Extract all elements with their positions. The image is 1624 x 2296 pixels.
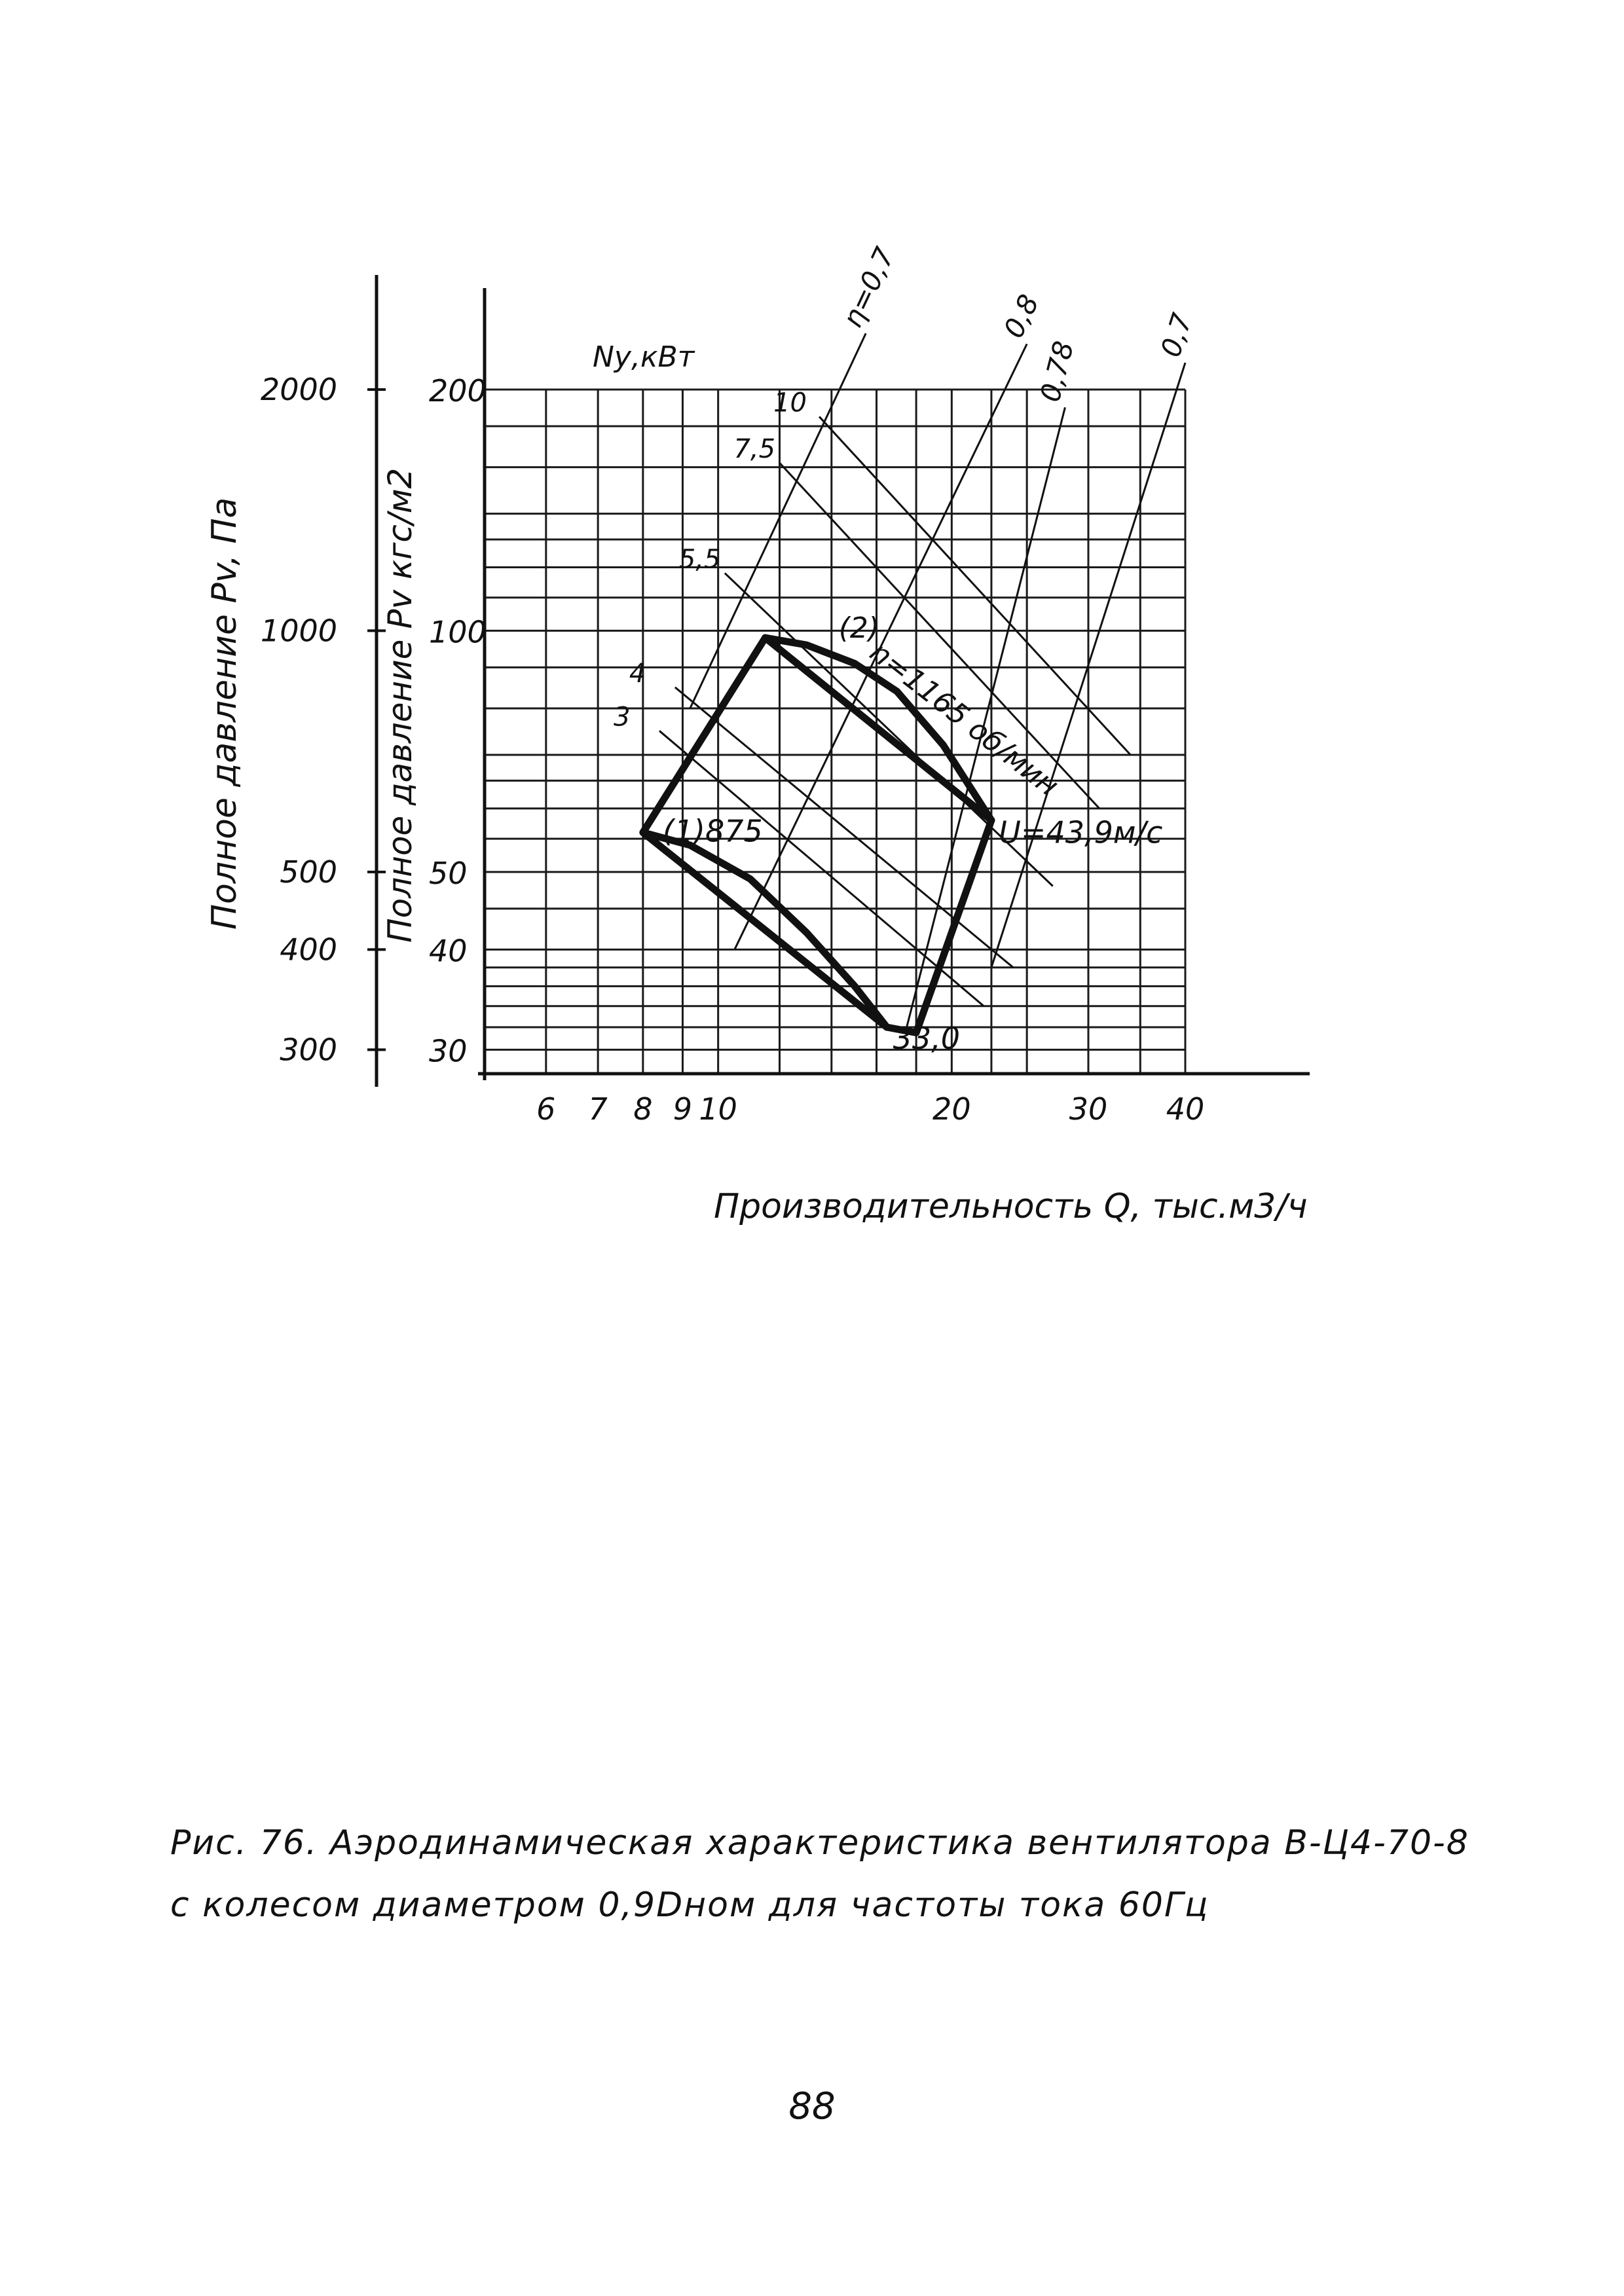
x-tick-label: 30: [1069, 1091, 1108, 1127]
y-tick-label-kgf: 50: [429, 855, 468, 891]
efficiency-line-label: 0,8: [997, 289, 1046, 343]
x-tick-label: 7: [588, 1091, 608, 1127]
y-tick-label-kgf: 30: [429, 1033, 468, 1069]
y-tick-label-pa: 300: [280, 1032, 337, 1068]
y-tick-label-kgf: 200: [429, 373, 487, 409]
speed-curve-label-2: (2): [838, 611, 880, 646]
x-tick-label: 20: [932, 1091, 971, 1127]
y-tick-label-pa: 1000: [260, 613, 337, 649]
power-line-label: 3: [613, 702, 631, 733]
x-tick-label: 6: [536, 1091, 556, 1127]
y-axis-title-pa: Полное давление Pv, Па: [205, 497, 244, 930]
power-axis-label: Nу,кВт: [593, 340, 695, 374]
x-tick-label: 9: [673, 1091, 693, 1127]
x-tick-label: 8: [633, 1091, 653, 1127]
page-number: 88: [788, 2085, 836, 2128]
efficiency-line-label: 0,7: [1154, 309, 1198, 361]
x-tick-label: 40: [1166, 1091, 1205, 1127]
figure-caption-line-1: Рис. 76. Аэродинамическая характеристика вентилятора В-Ц4-70-8: [170, 1823, 1469, 1863]
power-line-label: 5,5: [678, 544, 721, 575]
y-tick-label-pa: 500: [280, 854, 337, 890]
y-tick-label-pa: 2000: [260, 372, 337, 407]
efficiency-line-label: 0,78: [1033, 338, 1080, 405]
figure-caption-line-2: с колесом диаметром 0,9Dном для частоты тока 60Гц: [170, 1886, 1209, 1925]
speed-curve-rpm-label: n=1165 об/мин: [863, 635, 1065, 803]
x-axis-title: Производительность Q, тыс.м3/ч: [714, 1187, 1308, 1226]
y-tick-label-kgf: 100: [429, 614, 487, 650]
grid: [485, 390, 1185, 1074]
y-axis-title-kgf: Полное давление Pv кгс/м2: [381, 467, 419, 943]
power-line-label: 4: [629, 658, 646, 689]
efficiency-line-label: η=0,7: [836, 242, 901, 333]
speed-curve-label-875: (1)875: [662, 813, 763, 849]
y-tick-label-kgf: 40: [429, 933, 468, 969]
y-tick-label-pa: 400: [280, 932, 337, 968]
annotation-label: 33,0: [893, 1020, 961, 1056]
power-line-label: 10: [773, 388, 807, 418]
annotation-label: U=43,9м/с: [999, 814, 1163, 850]
x-tick-label: 10: [699, 1091, 737, 1127]
power-line-label: 7,5: [733, 433, 776, 464]
